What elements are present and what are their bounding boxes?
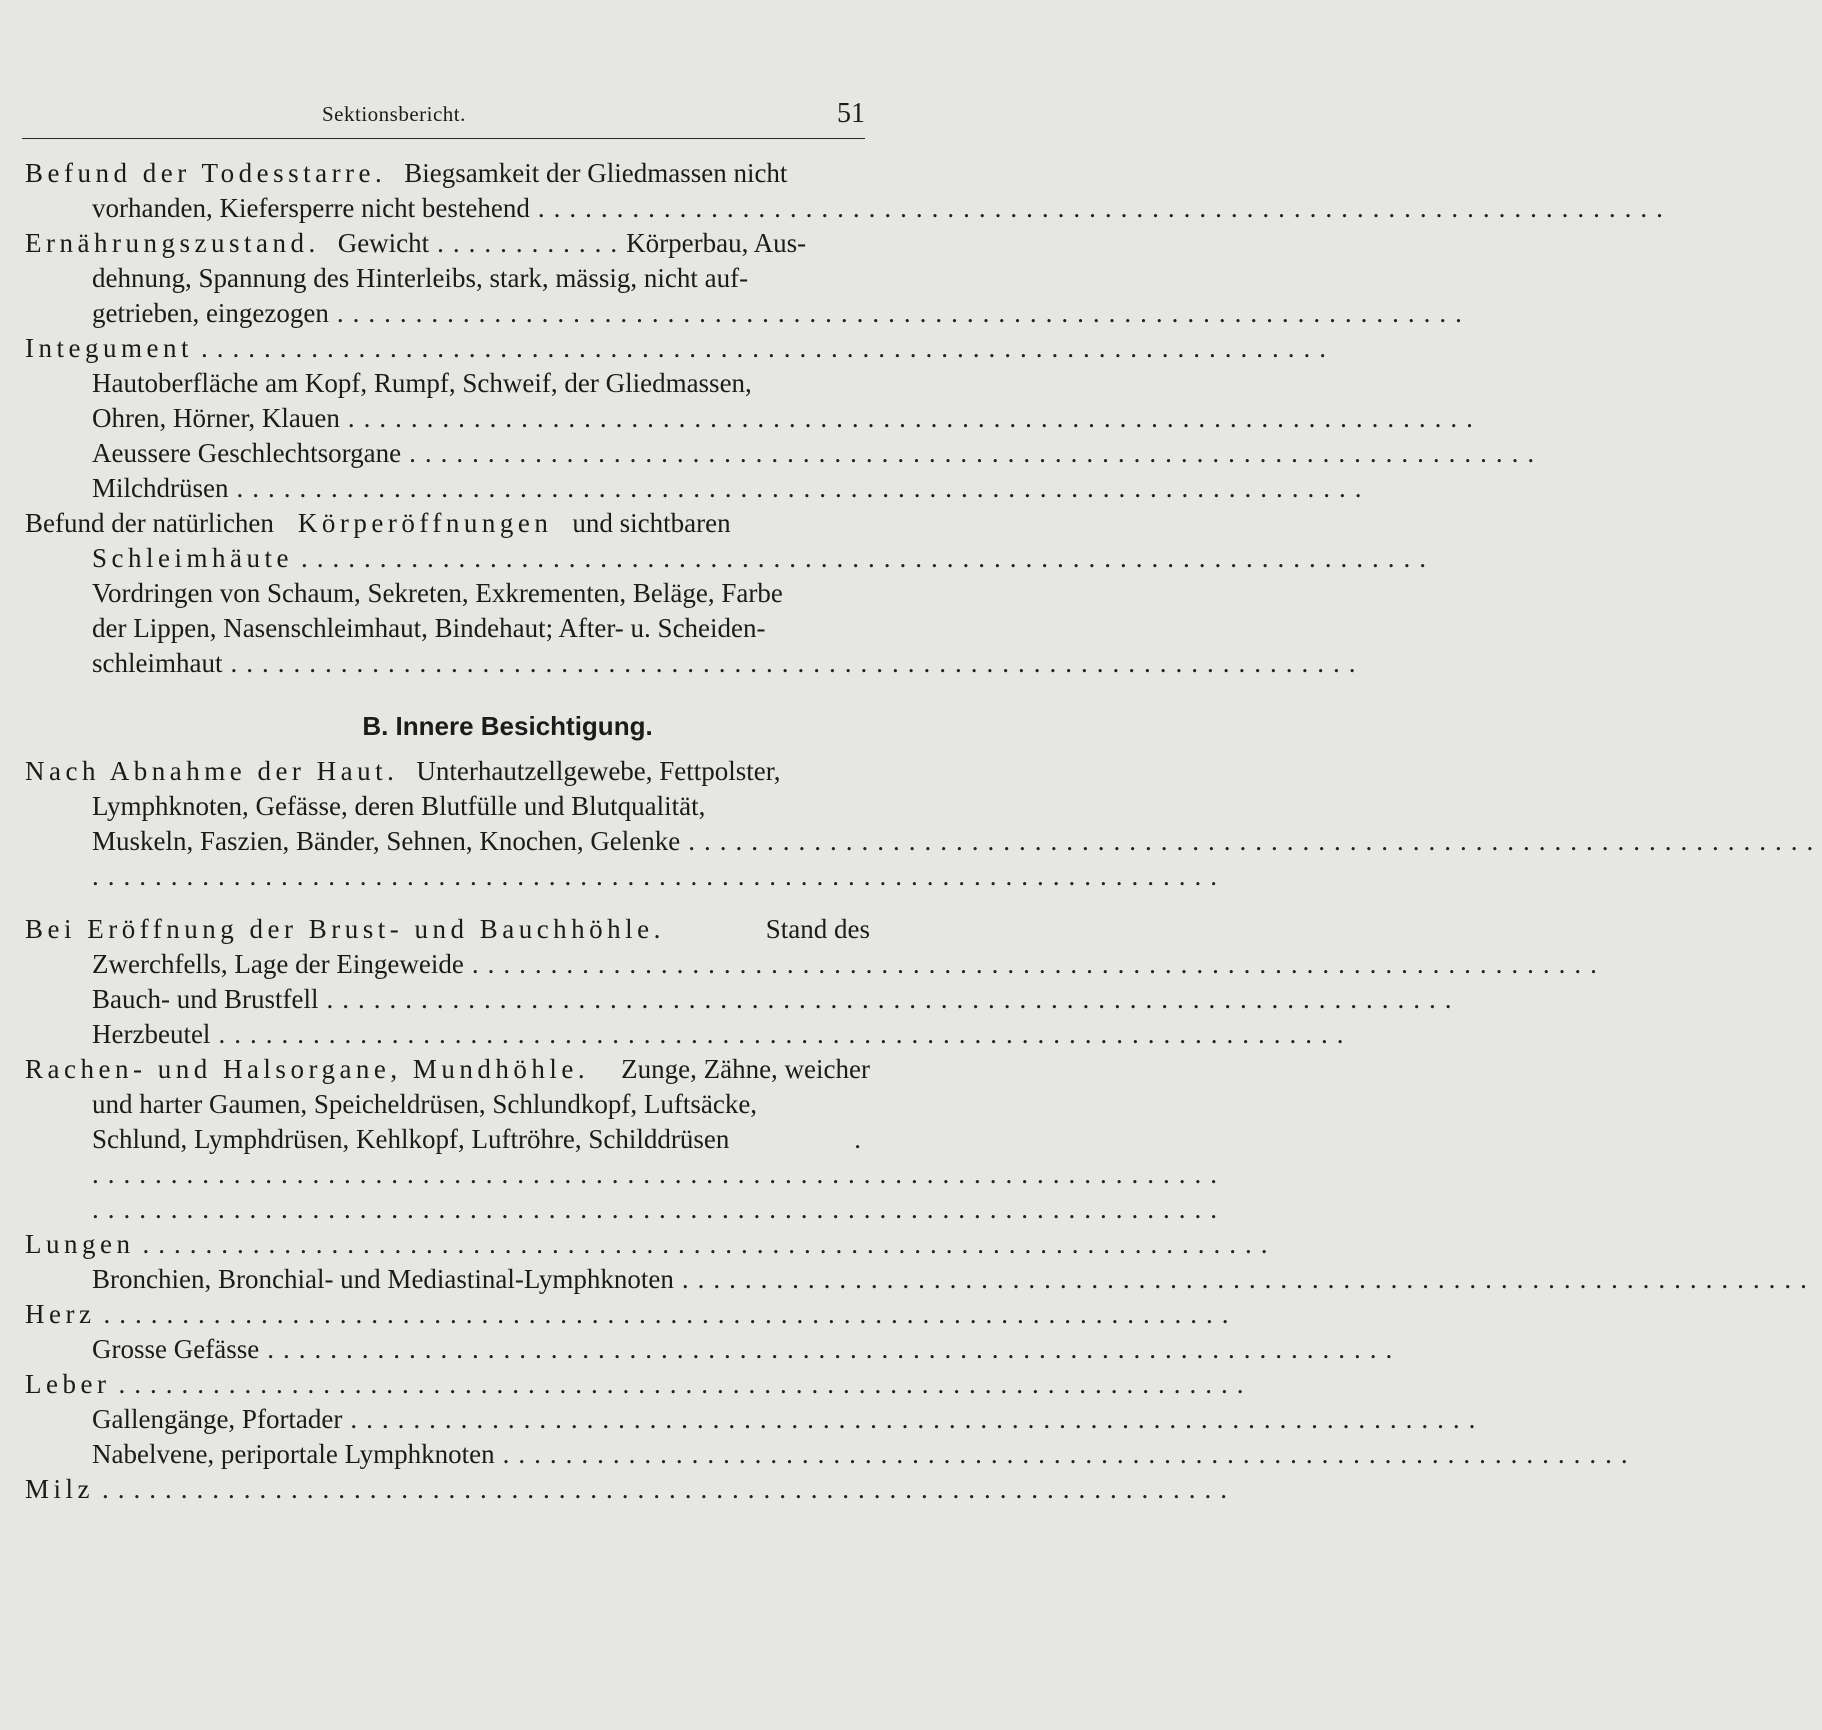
entry-text: Gallengänge, Pfortader [92, 1404, 343, 1434]
text-line [25, 366, 870, 401]
text-line [25, 824, 1822, 859]
entry-heading: Lungen [25, 1229, 135, 1259]
text-line [25, 226, 870, 261]
text-line [25, 1052, 870, 1087]
entry-heading: Nach Abnahme der Haut. [25, 756, 399, 786]
entry-text: Zunge, Zähne, weicher [621, 1054, 870, 1084]
entry-heading: Bei Eröffnung der Brust- und Bauchhöhle. [25, 914, 665, 944]
dot-leader: ........................................................................ [681, 1264, 1816, 1294]
text-line [25, 1122, 870, 1157]
entry-text: Körperbau, Aus- [626, 228, 807, 258]
dot-leader: ........................................................................ [471, 949, 1606, 979]
dot-leader: ........................................................................ [409, 438, 1544, 468]
entry-heading: Rachen- und Halsorgane, Mundhöhle. [25, 1054, 590, 1084]
text-line [25, 331, 1335, 366]
dot-leader: ........................................................................ [326, 984, 1461, 1014]
entry-text: Befund der natürlichen [25, 508, 274, 538]
entry-text: Grosse Gefässe [92, 1334, 260, 1364]
entry-heading: Ernährungszustand. [25, 228, 320, 258]
entry-text: Unterhautzellgewebe, Fettpolster, [416, 756, 781, 786]
entry-text: Zwerchfells, Lage der Eingeweide [92, 949, 464, 979]
dot-leader: . [854, 1124, 870, 1154]
text-line [25, 296, 1471, 331]
text-line [25, 506, 870, 541]
entry-heading: Schleimhäute [92, 543, 293, 573]
entry-text: getrieben, eingezogen [92, 298, 329, 328]
entry-heading: Leber [25, 1369, 111, 1399]
text-line [25, 261, 870, 296]
entry-text: Nabelvene, periportale Lymphknoten [92, 1439, 495, 1469]
page-content [25, 156, 1822, 1507]
entry-heading: Herz [25, 1299, 96, 1329]
text-line [25, 754, 870, 789]
entry-heading: Integument [25, 333, 193, 363]
text-line [25, 1402, 1485, 1437]
entry-text: Herzbeutel [92, 1019, 211, 1049]
entry-text: Milchdrüsen [92, 473, 229, 503]
entry-text: Biegsamkeit der Gliedmassen nicht [404, 158, 788, 188]
dot-leader: ........................................................................ [92, 861, 1226, 891]
text-line [25, 471, 1371, 506]
page-number: 51 [837, 98, 865, 129]
entry-text: Schlund, Lymphdrüsen, Kehlkopf, Luftröhre, Schilddrüsen [92, 1124, 730, 1154]
entry-heading: Befund der Todesstarre. [25, 158, 387, 188]
dot-leader: ........................................................................ [688, 826, 1822, 856]
entry-text: vorhanden, Kiefersperre nicht bestehend [92, 193, 530, 223]
text-line [25, 982, 1461, 1017]
entry-text: schleimhaut [92, 648, 223, 678]
text-line [25, 912, 870, 947]
dot-leader: ........................................................................ [350, 1404, 1485, 1434]
section-heading: B. Innere Besichtigung. [362, 711, 653, 741]
text-line [25, 1017, 1353, 1052]
text-line [25, 576, 870, 611]
text-line [25, 1157, 1226, 1192]
text-line [25, 646, 1365, 681]
text-line [25, 1472, 1236, 1507]
dot-leader: ........................................................................ [92, 1159, 1226, 1189]
text-line [25, 1262, 1816, 1297]
text-line [25, 1087, 870, 1122]
text-line [25, 1367, 1253, 1402]
dot-leader: ........................................................................ [230, 648, 1365, 678]
text-line [25, 1332, 1402, 1367]
entry-text: der Lippen, Nasenschleimhaut, Bindehaut; After- u. Scheiden- [92, 613, 766, 643]
running-head: Sektionsbericht. [322, 102, 466, 126]
entry-text: Bronchien, Bronchial- und Mediastinal-Lymphknoten [92, 1264, 674, 1294]
text-line [25, 1227, 1277, 1262]
dot-leader: ........................................................................ [92, 1194, 1226, 1224]
dot-leader: ........................................................................ [347, 403, 1482, 433]
entry-heading: Körperöffnungen [297, 508, 553, 538]
text-line [25, 789, 870, 824]
entry-text: Stand des [765, 914, 870, 944]
dot-leader: ............ [437, 228, 627, 258]
dot-leader: ........................................................................ [200, 333, 1335, 363]
entry-text: Muskeln, Faszien, Bänder, Sehnen, Knochen, Gelenke [92, 826, 681, 856]
entry-text: Aeussere Geschlechtsorgane [92, 438, 402, 468]
entry-heading: Milz [25, 1474, 94, 1504]
dot-leader: ........................................................................ [102, 1474, 1236, 1504]
entry-text: Hautoberfläche am Kopf, Rumpf, Schweif, der Gliedmassen, [92, 368, 752, 398]
text-line [25, 859, 1226, 894]
dot-leader: ........................................................................ [537, 193, 1672, 223]
dot-leader: ........................................................................ [236, 473, 1371, 503]
text-line [25, 191, 1672, 226]
dot-leader: ........................................................................ [267, 1334, 1402, 1364]
text-line [25, 611, 870, 646]
text-line [25, 541, 1435, 576]
entry-text: und sichtbaren [572, 508, 731, 538]
dot-leader: ........................................................................ [300, 543, 1435, 573]
entry-text: Gewicht [337, 228, 430, 258]
text-line [25, 1437, 1637, 1472]
dot-leader: ........................................................................ [142, 1229, 1277, 1259]
text-line [25, 1192, 1226, 1227]
dot-leader: ........................................................................ [218, 1019, 1353, 1049]
text-line [25, 401, 1482, 436]
entry-text: Ohren, Hörner, Klauen [92, 403, 340, 433]
text-line [25, 947, 1606, 982]
text-line [25, 156, 870, 191]
entry-text: Bauch- und Brustfell [92, 984, 319, 1014]
dot-leader: ........................................................................ [118, 1369, 1253, 1399]
dot-leader: ........................................................................ [502, 1439, 1637, 1469]
entry-text: Lymphknoten, Gefässe, deren Blutfülle und Blutqualität, [92, 791, 706, 821]
dot-leader: ........................................................................ [336, 298, 1471, 328]
dot-leader: ........................................................................ [103, 1299, 1238, 1329]
text-line [25, 436, 1544, 471]
entry-text: dehnung, Spannung des Hinterleibs, stark, mässig, nicht auf- [92, 263, 749, 293]
text-line [25, 1297, 1238, 1332]
entry-text: und harter Gaumen, Speicheldrüsen, Schlundkopf, Luftsäcke, [92, 1089, 758, 1119]
page-header [22, 98, 865, 139]
entry-text: Vordringen von Schaum, Sekreten, Exkrementen, Beläge, Farbe [92, 578, 783, 608]
